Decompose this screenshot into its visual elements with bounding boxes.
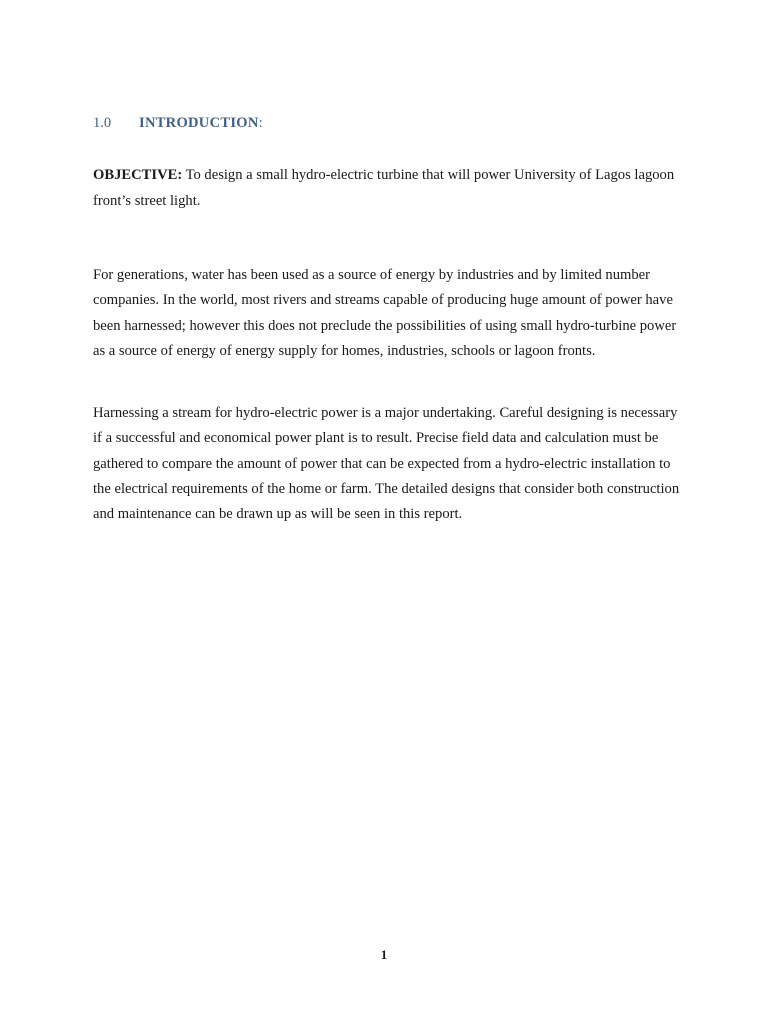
body-paragraph-2: Harnessing a stream for hydro-electric power is a major undertaking. Careful designing is necessary if a successful and economical power plant is to result. Precise field data and calculation must be gathered to compare the amount of power that can be expected from a hydro-electric installation to the electrical requirements of the home or farm. The detailed designs that consider both construction and maintenance can be drawn up as will be seen in this report. <box>93 405 680 523</box>
page-number: 1 <box>380 947 388 962</box>
section-title-suffix: : <box>258 115 263 131</box>
section-number: 1.0 <box>93 115 112 131</box>
objective-text: To design a small hydro-electric turbine that will power University of Lagos lagoon front’s street light. <box>93 167 675 209</box>
section-title: INTRODUCTION <box>139 115 259 131</box>
section-heading <box>93 115 263 132</box>
objective-statement <box>93 163 683 214</box>
body-paragraph-1: For generations, water has been used as a source of energy by industries and by limited number companies. In the world, most rivers and streams capable of producing huge amount of power have been harnessed; however this does not preclude the possibilities of using small hydro-turbine power as a source of energy of energy supply for homes, industries, schools or lagoon fronts. <box>93 267 677 359</box>
objective-label: OBJECTIVE: <box>93 167 183 183</box>
